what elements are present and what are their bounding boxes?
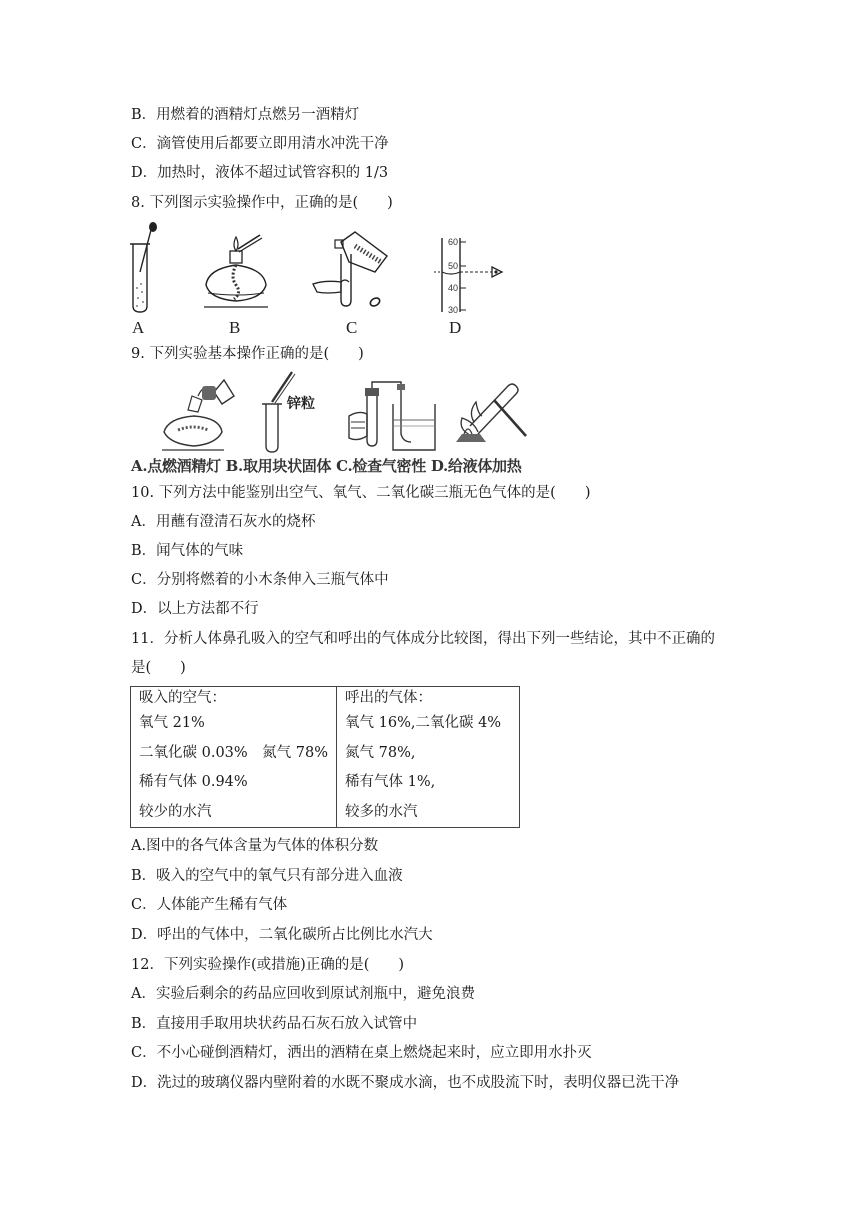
exhaled-gas-heading: 呼出的气体： (345, 690, 433, 706)
q11-option-c: C．人体能产生稀有气体 (131, 897, 288, 913)
exhaled-noble-gas: 稀有气体 1%, (345, 774, 436, 790)
q7-option-d: D．加热时，液体不超过试管容积的 1/3 (131, 165, 389, 181)
q8-figure-d-reading-cylinder (430, 236, 510, 316)
q11-stem-line1: 11．分析人体鼻孔吸入的空气和呼出的气体成分比较图，得出下列一些结论，其中不正确的 (131, 631, 715, 647)
q8-figure-a-dropper-into-tube (125, 222, 165, 314)
q8-cylinder-tick-50: 50 (448, 261, 459, 271)
q8-stem: 8. 下列图示实验操作中，正确的是( ) (131, 195, 393, 211)
exhaled-gas-cell (337, 687, 520, 828)
exhaled-nitrogen: 氮气 78%, (345, 744, 416, 761)
inhaled-water-vapor: 较少的水汽 (139, 803, 212, 820)
q8-cylinder-tick-30: 30 (448, 305, 459, 315)
q12-option-d: D．洗过的玻璃仪器内壁附着的水既不聚成水滴，也不成股流下时，表明仪器已洗干净 (131, 1075, 680, 1091)
q10-option-c: C．分别将燃着的小木条伸入三瓶气体中 (131, 572, 389, 588)
q8-label-b: B (229, 318, 241, 337)
q12-option-b: B．直接用手取用块状药品石灰石放入试管中 (131, 1016, 418, 1032)
q7-option-b: B．用燃着的酒精灯点燃另一酒精灯 (131, 107, 360, 123)
inhaled-oxygen: 氧气 21% (139, 715, 205, 731)
q10-option-d: D．以上方法都不行 (131, 601, 259, 617)
q11-option-a: A.图中的各气体含量为气体的体积分数 (131, 838, 379, 854)
q8-figure-b-lighting-lamp (200, 233, 268, 315)
q11-option-b: B．吸入的空气中的氧气只有部分进入血液 (131, 868, 403, 884)
exhaled-water-vapor: 较多的水汽 (345, 803, 418, 820)
inhaled-co2-nitrogen: 二氧化碳 0.03% 氮气 78% (139, 744, 329, 761)
q8-label-a: A (132, 318, 145, 337)
q9-figure-a-lighting-lamp-with-lamp (158, 374, 238, 452)
q12-stem: 12．下列实验操作(或措施)正确的是( ) (131, 957, 405, 973)
gas-composition-table (130, 686, 520, 828)
q9-caption: A.点燃酒精灯 B.取用块状固体 C.检查气密性 D.给液体加热 (131, 457, 522, 475)
inhaled-noble-gas: 稀有气体 0.94% (139, 774, 248, 790)
q9-figure-c-airtightness-check (345, 380, 455, 456)
exhaled-oxygen-co2: 氧气 16%,二氧化碳 4% (345, 715, 502, 731)
q8-cylinder-tick-60: 60 (448, 237, 459, 247)
q11-option-d: D．呼出的气体中，二氧化碳所占比例比水汽大 (131, 927, 433, 943)
q10-option-a: A．用蘸有澄清石灰水的烧杯 (131, 514, 316, 530)
q11-stem-line2: 是( ) (131, 660, 186, 676)
q9-stem: 9. 下列实验基本操作正确的是( ) (131, 346, 364, 362)
q10-option-b: B．闻气体的气味 (131, 543, 244, 559)
q9-zinc-label: 锌粒 (287, 396, 315, 412)
q8-cylinder-tick-40: 40 (448, 283, 459, 293)
inhaled-air-heading: 吸入的空气： (139, 690, 226, 706)
q8-label-d: D (449, 318, 462, 337)
q9-figure-d-heating-liquid (446, 372, 528, 448)
q8-figure-c-pouring-liquid (305, 226, 395, 316)
q12-option-a: A．实验后剩余的药品应回收到原试剂瓶中，避免浪费 (131, 986, 475, 1002)
q8-label-c: C (346, 318, 358, 337)
q10-stem: 10. 下列方法中能鉴别出空气、氧气、二氧化碳三瓶无色气体的是( ) (131, 485, 591, 501)
inhaled-air-cell (131, 687, 337, 828)
q7-option-c: C．滴管使用后都要立即用清水冲洗干净 (131, 136, 389, 152)
q12-option-c: C．不小心碰倒酒精灯，洒出的酒精在桌上燃烧起来时，应立即用水扑灭 (131, 1045, 592, 1061)
